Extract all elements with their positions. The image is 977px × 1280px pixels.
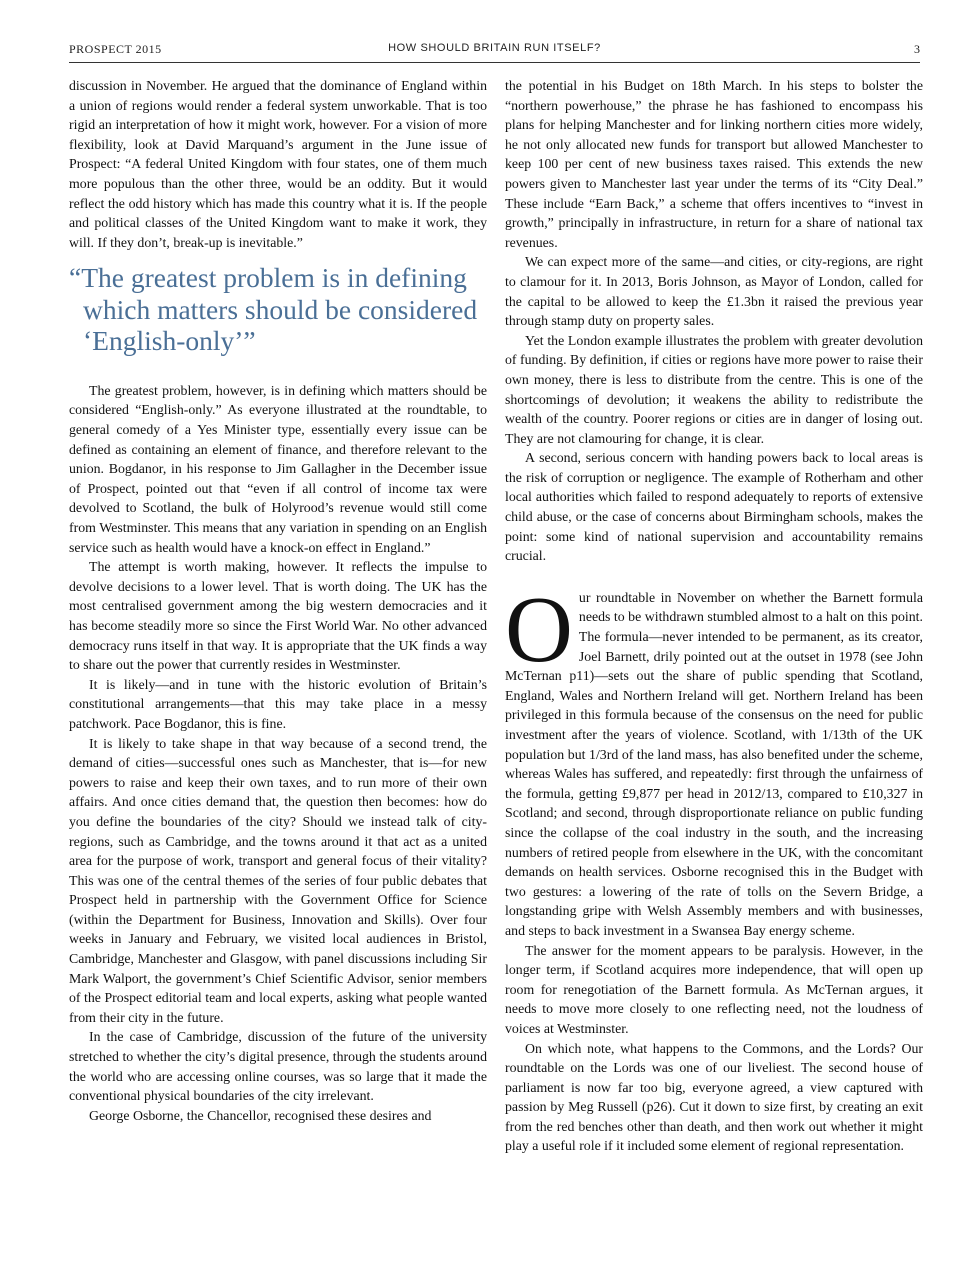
running-header (69, 42, 920, 58)
page-number: 3 (914, 42, 920, 56)
paragraph: In the case of Cambridge, discussion of the future of the university stretched to whether the city’s digital presence, through the students around the world who are accessing online courses, was so large that it made the conventional physical boundaries of the city irrelevant. (69, 1029, 487, 1104)
paragraph: The greatest problem, however, is in defining which matters should be considered “English-only.” As everyone illustrated at the roundtable, to general comedy of a Yes Minister type, essentially every issue can be defined as containing an element of finance, and therefore relevant to the union. Bogdanor, in his response to Jim Gallagher in the December issue of Prospect, pointed out that “even if all control of income tax were devolved to Scotland, the bulk of Holyrood’s revenue would still come from Westminster. This means that any variation in spending on an English service such as health would have a knock-on effect in England.” (69, 382, 487, 555)
paragraph: It is likely to take shape in that way because of a second trend, the demand of cities—successful ones such as Manchester, that is—for new powers to raise and keep their own taxes, and to run more of their own affairs. And once cities demand that, the question then becomes: how do you define the boundaries of the city? Should we instead talk of city-regions, such as Cambridge, and the towns around it that act as a united area for the purpose of work, transport and general focus of their vitality? This was one of the central themes of the series of four public debates that Prospect held in partnership with the Government Office for Science (within the Department for Business, Innovation and Skills). Over four weeks in January and February, we visited local audiences in Bristol, Cambridge, Manchester and Glasgow, with panel discussions including Sir Mark Walport, the government’s Chief Scientific Advisor, senior members of the Prospect editorial team and local experts, asking what people wanted from their city in the future. (69, 735, 487, 1025)
paragraph: discussion in November. He argued that the dominance of England within a union of regions would render a federal system unworkable. That is too rigid an interpretation of how it might work, however. For a vision of more flexibility, look at David Marquand’s argument in the June issue of Prospect: “A federal United Kingdom with four states, one of them much more populous than the other three, would be an oddity. But it would reflect the odd history which has made this country what it is. If the people and political classes of the United Kingdom want to make it work, they will. If they don’t, break-up is inevitable.” (69, 78, 487, 250)
paragraph: the potential in his Budget on 18th March. In his steps to bolster the “northern powerhouse,” the phrase he has fashioned to encompass his plans for helping Manchester and for linking northern cities more widely, he not only allocated new funds for transport but allowed Manchester to keep 100 per cent of new business taxes raised. This extends the new powers given to Manchester last year under the terms of its “City Deal.” These include “Earn Back,” a scheme that offers incentives to “invest in growth,” principally in infrastructure, in return for a share of national tax revenues. (505, 78, 923, 250)
left-column (69, 76, 487, 1125)
paragraph: Yet the London example illustrates the problem with greater devolution of funding. By definition, if cities or regions have more power to raise their own money, there is less to distribute from the centre. This is one of the shortcomings of devolution; it weakens the ability to redistribute the wealth of the country. Poorer regions or cities are in danger of losing out. They are not clamouring for change, it is clear. (505, 332, 923, 446)
section-title: HOW SHOULD BRITAIN RUN ITSELF? (388, 42, 601, 54)
paragraph: George Osborne, the Chancellor, recognised these desires and (89, 1107, 432, 1123)
paragraph: We can expect more of the same—and cities, or city-regions, are right to clamour for it. In 2013, Boris Johnson, as Mayor of London, called for the capital to be allowed to keep the £1.3bn it raised the previous year through stamp duty on property sales. (505, 254, 923, 329)
publication-name: PROSPECT 2015 (69, 42, 162, 56)
paragraph: The attempt is worth making, however. It reflects the impulse to devolve decisions to a lower level. That is worth doing. The UK has the most centralised government among the big western democracies and it has become steadily more so since the First World War. No other advanced democracy runs itself in that way. It is appropriate that the UK finds a way to share out the power that currently resides in Westminster. (69, 559, 487, 673)
pull-quote-text: “The greatest problem is in defining which matters should be considered ‘English-only’” (69, 262, 478, 357)
paragraph: On which note, what happens to the Commons, and the Lords? Our roundtable on the Lords was one of our liveliest. The second house of parliament is now far too big, everyone agreed, a view captured with passion by Meg Russell (p26). Cut it down to size first, by creating an exit from the red benches other than death, and then work out whether it might play a useful role if it included some element of regional representation. (505, 1040, 923, 1154)
paragraph: The answer for the moment appears to be paralysis. However, in the longer term, if Scotland acquires more independence, that will open up room for renegotiation of the Barnett formula. As McTernan argues, it needs to move more closely to one reflecting need, not the loudness of voices at Westminster. (505, 942, 923, 1036)
dropcap-paragraph-text: ur roundtable in November on whether the Barnett formula needs to be withdrawn stumbled almost to a halt on this point. The formula—never intended to be permanent, as its creator, Joel Barnett, drily pointed out at the outset in 1978 (see John McTernan p11)—sets out the share of public spending that Scotland, England, Wales and Northern Ireland will get. Northern Ireland has been privileged in this formula because of the consensus on the need for public investment after the years of violence. Scotland, with 1/13th of the UK population but 1/3rd of the land mass, has also benefited under the scheme, whereas Wales has suffered, and repeatedly: first through the unfairness of the formula, getting £9,877 per head in 2012/13, compared to £10,327 in Scotland; and second, through disproportionate reliance on public funding since the collapse of the coal industry in the south, and the increasing numbers of retired people from elsewhere in the UK, with the concomitant demands on health services. Osborne recognised this in the Budget with two gestures: a lowering of the rate of tolls on the Severn Bridge, a longstanding gripe with Welsh Assembly members and with businesses, and steps to back investment in a Swansea Bay energy scheme. (505, 589, 923, 938)
paragraph: It is likely—and in tune with the historic evolution of Britain’s constitutional arrangements—that this may take place in a messy patchwork. Pace Bogdanor, this is fine. (69, 676, 487, 731)
header-rule (69, 62, 920, 63)
drop-cap: O (505, 577, 573, 682)
paragraph: A second, serious concern with handing powers back to local areas is the risk of corruption or negligence. The example of Rotherham and other local authorities which failed to respond adequately to reports of extensive child abuse, or the case of concerns about Birmingham schools, makes the point: some kind of national supervision and accountability remains crucial. (505, 450, 923, 564)
right-column (505, 76, 923, 1156)
pull-quote (69, 262, 487, 357)
dropcap-paragraph (505, 577, 923, 941)
